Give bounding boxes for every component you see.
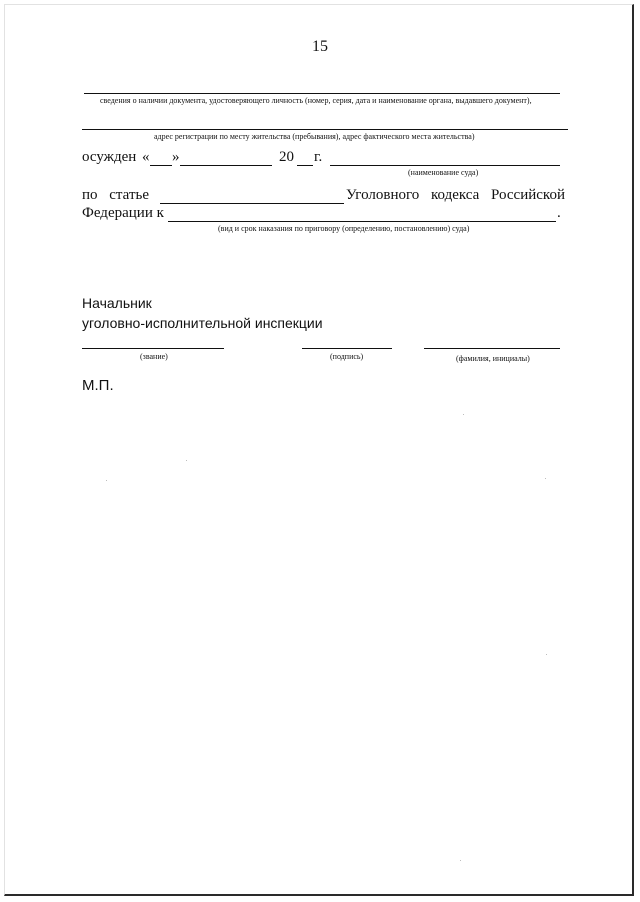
article-federation-text: Федерации к	[82, 205, 164, 221]
stamp-label: М.П.	[82, 377, 114, 394]
court-name-line	[330, 165, 560, 166]
signatory-title-line1: Начальник	[82, 295, 152, 311]
rank-caption: (звание)	[140, 352, 168, 361]
conviction-day-blank	[150, 165, 172, 166]
conviction-year-prefix: 20	[279, 149, 294, 165]
full-name-caption: (фамилия, инициалы)	[456, 354, 530, 363]
conviction-close-quote: »	[172, 149, 180, 165]
address-caption: адрес регистрации по месту жительства (пребывания), адрес фактического места жительства)	[154, 132, 475, 141]
signatory-title-line2: уголовно-исполнительной инспекции	[82, 315, 323, 331]
scan-speck	[460, 860, 461, 861]
article-number-blank	[160, 203, 344, 204]
article-code-text: Уголовного кодекса Российской	[346, 187, 565, 203]
punishment-line	[168, 221, 556, 222]
page-number: 15	[312, 38, 328, 55]
conviction-year-suffix: г.	[314, 149, 323, 165]
document-info-line	[84, 93, 560, 94]
conviction-month-blank	[180, 165, 272, 166]
rank-line	[82, 348, 224, 349]
document-info-caption: сведения о наличии документа, удостоверяющего личность (номер, серия, дата и наименование органа, выдавшего документ),	[100, 96, 532, 105]
scan-speck	[186, 460, 187, 461]
scan-speck	[106, 480, 107, 481]
scan-speck	[545, 478, 546, 479]
conviction-label: осужден	[82, 149, 137, 165]
article-prefix: по статье	[82, 187, 149, 203]
signature-caption: (подпись)	[330, 352, 364, 361]
full-name-line	[424, 348, 560, 349]
signature-line	[302, 348, 392, 349]
conviction-year-blank	[297, 165, 313, 166]
conviction-open-quote: «	[142, 149, 150, 165]
punishment-end-mark: .	[557, 205, 561, 221]
court-name-caption: (наименование суда)	[408, 168, 479, 177]
scan-speck	[546, 654, 547, 655]
scan-speck	[463, 414, 464, 415]
address-line	[82, 129, 568, 130]
punishment-caption: (вид и срок наказания по приговору (определению, постановлению) суда)	[218, 224, 470, 233]
